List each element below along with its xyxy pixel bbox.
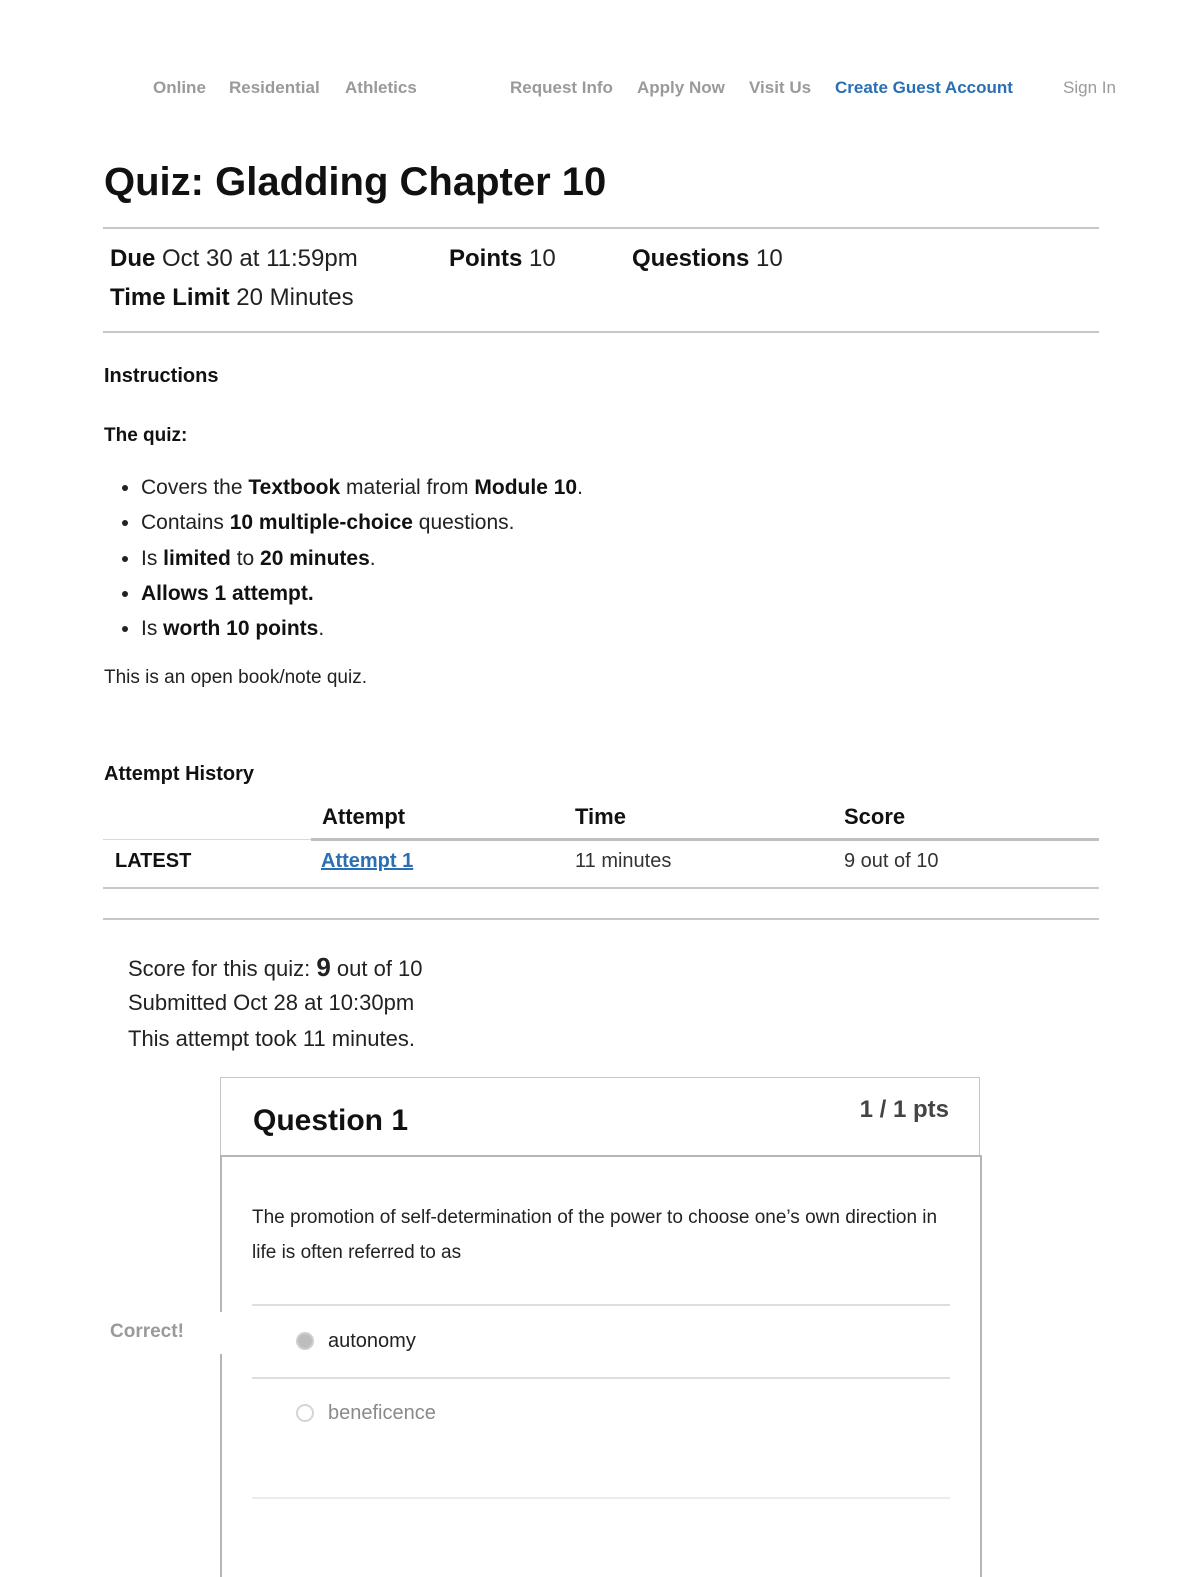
column-header-time: Time xyxy=(575,804,626,829)
question-points: 1 / 1 pts xyxy=(859,1096,949,1123)
time-limit xyxy=(110,284,354,312)
section-divider xyxy=(103,918,1099,920)
instruction-text: . xyxy=(318,617,325,641)
instruction-text: Allows 1 attempt. xyxy=(141,581,314,605)
instruction-text: . xyxy=(577,476,583,499)
question-header xyxy=(220,1077,980,1157)
instruction-text: . xyxy=(369,546,376,570)
answer-label: beneficence xyxy=(328,1402,436,1424)
nav-athletics[interactable]: Athletics xyxy=(345,78,417,97)
instructions-intro: The quiz: xyxy=(104,425,188,446)
instruction-item xyxy=(141,576,583,611)
instructions-heading: Instructions xyxy=(104,365,219,387)
nav-create-guest-account[interactable]: Create Guest Account xyxy=(835,78,1013,97)
answer-separator xyxy=(252,1497,950,1499)
answer-separator xyxy=(252,1377,950,1379)
due-label: Due xyxy=(110,245,156,272)
instruction-text: Is xyxy=(141,617,164,641)
instruction-text: Covers the xyxy=(141,476,249,499)
instruction-item xyxy=(141,470,583,505)
row-label: LATEST xyxy=(115,850,192,872)
nav-apply-now[interactable]: Apply Now xyxy=(637,78,725,97)
score-prefix: Score for this quiz: xyxy=(128,956,317,981)
title-divider xyxy=(103,227,1099,229)
instruction-text: Textbook xyxy=(248,476,341,499)
instruction-text: Contains xyxy=(141,511,230,535)
questions-label: Questions xyxy=(632,245,750,272)
attempt-score: 9 out of 10 xyxy=(844,850,939,872)
instruction-text: questions. xyxy=(412,511,515,535)
instructions-list xyxy=(104,470,583,646)
instruction-text: Is xyxy=(141,546,164,570)
instruction-item xyxy=(141,541,583,576)
points-value: 10 xyxy=(529,245,556,272)
points xyxy=(449,245,556,273)
instruction-text: 10 multiple-choice xyxy=(229,511,413,535)
instruction-text: to xyxy=(230,546,261,570)
submitted-time: Submitted Oct 28 at 10:30pm xyxy=(128,990,415,1015)
answer-separator xyxy=(252,1304,950,1306)
header-underline xyxy=(311,838,1099,841)
column-header-score: Score xyxy=(844,804,906,829)
attempt-history-heading: Attempt History xyxy=(104,763,255,785)
quiz-score xyxy=(128,952,423,983)
score-value: 9 xyxy=(316,952,331,982)
radio-unselected-icon[interactable] xyxy=(296,1404,314,1422)
attempt-time: 11 minutes xyxy=(575,850,672,872)
nav-visit-us[interactable]: Visit Us xyxy=(749,78,812,97)
instruction-text: worth 10 points xyxy=(163,617,319,641)
due-date xyxy=(110,245,358,273)
question-title: Question 1 xyxy=(253,1104,409,1137)
header-underline-left xyxy=(103,839,311,840)
answer-option[interactable] xyxy=(296,1330,416,1353)
correct-label: Correct! xyxy=(110,1321,184,1342)
nav-request-info[interactable]: Request Info xyxy=(510,78,613,97)
questions-count xyxy=(632,245,783,273)
instruction-text: 20 minutes xyxy=(260,546,370,570)
question-card xyxy=(220,1077,980,1553)
nav-residential[interactable]: Residential xyxy=(229,78,320,97)
question-text: The promotion of self-determination of the power to choose one’s own direction in life is often referred to as xyxy=(252,1207,938,1263)
points-label: Points xyxy=(449,245,523,272)
correct-marker-gap xyxy=(218,1312,224,1354)
instruction-item xyxy=(141,611,583,646)
radio-selected-icon[interactable] xyxy=(296,1332,314,1350)
due-value: Oct 30 at 11:59pm xyxy=(162,245,358,272)
answer-option[interactable] xyxy=(296,1402,436,1425)
attempt-link[interactable]: Attempt 1 xyxy=(321,850,414,872)
attempt-duration: This attempt took 11 minutes. xyxy=(128,1026,415,1051)
instruction-text: material from xyxy=(340,476,475,499)
questions-value: 10 xyxy=(756,245,783,272)
time-limit-value: 20 Minutes xyxy=(236,284,354,311)
score-suffix: out of 10 xyxy=(330,956,423,981)
nav-sign-in[interactable]: Sign In xyxy=(1063,78,1116,97)
answer-label: autonomy xyxy=(328,1330,416,1352)
instructions-note: This is an open book/note quiz. xyxy=(104,667,368,688)
column-header-attempt: Attempt xyxy=(322,804,406,829)
row-divider xyxy=(103,887,1099,889)
nav-online[interactable]: Online xyxy=(153,78,206,97)
time-limit-label: Time Limit xyxy=(110,284,230,311)
instruction-text: limited xyxy=(163,546,231,570)
page-title: Quiz: Gladding Chapter 10 xyxy=(104,160,607,204)
instruction-item xyxy=(141,505,583,540)
instruction-text: Module 10 xyxy=(474,476,578,499)
meta-divider xyxy=(103,331,1099,333)
